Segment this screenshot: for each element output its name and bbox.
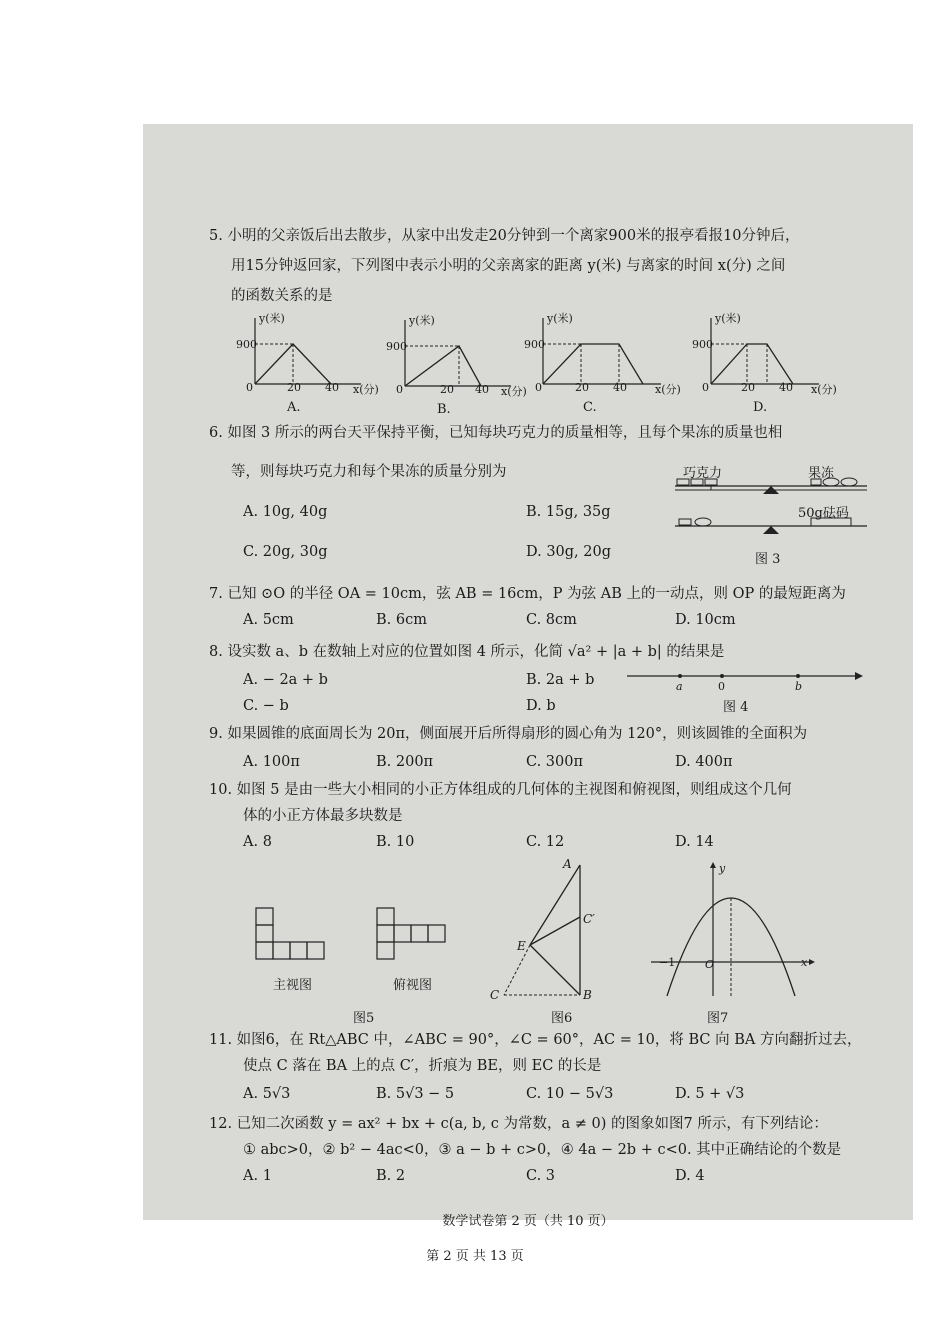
q6-option-d: D. 30g, 20g [526, 544, 612, 560]
q11-line1: 11. 如图6，在 Rt△ABC 中，∠ABC = 90°，∠C = 60°，AC = 10，将 BC 向 BA 方向翻折过去， [209, 1032, 862, 1048]
q5-line3: 的函数关系的是 [231, 288, 333, 304]
graph-b-origin: 0 [396, 383, 403, 396]
q12-option-b: B. 2 [376, 1168, 406, 1184]
q6-line1: 6. 如图 3 所示的两台天平保持平衡，已知每块巧克力的质量相等，且每个果冻的质量也相 [209, 425, 783, 441]
graph-d-20: 20 [741, 381, 755, 394]
graph-a-ylabel: y(米) [259, 312, 285, 325]
top-view-label: 俯视图 [393, 978, 433, 993]
q9-option-a: A. 100π [243, 754, 300, 770]
point-b-label: b [795, 680, 803, 693]
graph-a-option: A. [287, 400, 301, 415]
graph-c-xlabel: x(分) [655, 383, 681, 396]
graph-c-900: 900 [524, 338, 545, 351]
q9-option-c: C. 300π [526, 754, 584, 770]
q6-option-b: B. 15g, 35g [526, 504, 611, 520]
point-C-label: C [490, 988, 500, 1002]
point-Cprime-label: C′ [583, 912, 595, 926]
point-a-label: a [676, 680, 683, 693]
page-footer: 第 2 页 共 13 页 [426, 1249, 524, 1264]
q10-option-a: A. 8 [243, 834, 272, 850]
figure-3-caption: 图 3 [755, 552, 781, 567]
figure-5-caption: 图5 [353, 1011, 375, 1026]
q11-option-c: C. 10 − 5√3 [526, 1086, 614, 1102]
q12-option-a: A. 1 [243, 1168, 272, 1184]
graph-d-option: D. [753, 400, 768, 415]
graph-b-option: B. [437, 402, 451, 417]
point-A-label: A [563, 857, 572, 871]
q10-line2: 体的小正方体最多块数是 [243, 808, 403, 824]
q11-option-d: D. 5 + √3 [675, 1086, 745, 1102]
scan-footer: 数学试卷第 2 页（共 10 页） [442, 1214, 614, 1229]
origin-O-label: O [705, 958, 715, 971]
q7-option-d: D. 10cm [675, 612, 736, 628]
jelly-label: 果冻 [808, 466, 835, 481]
point-0-label: 0 [718, 680, 725, 693]
graph-a-40: 40 [325, 381, 339, 394]
q11-line2: 使点 C 落在 BA 上的点 C′，折痕为 BE，则 EC 的长是 [243, 1058, 602, 1074]
q11-option-b: B. 5√3 − 5 [376, 1086, 455, 1102]
graph-d-ylabel: y(米) [715, 312, 741, 325]
scanned-page [143, 124, 913, 1229]
figure-7-caption: 图7 [707, 1011, 729, 1026]
q8-option-d: D. b [526, 698, 556, 714]
minus-one-label: −1 [659, 956, 676, 969]
graph-c-origin: 0 [535, 381, 542, 394]
graph-c-ylabel: y(米) [547, 312, 573, 325]
figure-6-caption: 图6 [551, 1011, 573, 1026]
y-axis-label: y [719, 862, 726, 875]
weight-label: 50g砝码 [798, 506, 849, 521]
q6-option-c: C. 20g, 30g [243, 544, 328, 560]
point-E-label: E [517, 939, 526, 953]
q8-option-b: B. 2a + b [526, 672, 595, 688]
graph-c-20: 20 [575, 381, 589, 394]
chocolate-label: 巧克力 [683, 466, 723, 481]
graph-d-origin: 0 [702, 381, 709, 394]
q7-option-c: C. 8cm [526, 612, 577, 628]
q8-option-c: C. − b [243, 698, 289, 714]
q9-line: 9. 如果圆锥的底面周长为 20π，侧面展开后所得扇形的圆心角为 120°，则该圆锥的全面积为 [209, 726, 808, 742]
point-B-label: B [583, 988, 592, 1002]
q9-option-d: D. 400π [675, 754, 733, 770]
q12-line1: 12. 已知二次函数 y = ax² + bx + c(a, b, c 为常数，a ≠ 0) 的图象如图7 所示，有下列结论： [209, 1116, 828, 1132]
graph-d-40: 40 [779, 381, 793, 394]
q6-line2: 等，则每块巧克力和每个果冻的质量分别为 [231, 464, 507, 480]
q7-line: 7. 已知 ⊙O 的半径 OA = 10cm，弦 AB = 16cm，P 为弦 AB 上的一动点，则 OP 的最短距离为 [209, 586, 846, 602]
q8-option-a: A. − 2a + b [243, 672, 328, 688]
front-view-label: 主视图 [273, 978, 313, 993]
graph-b-ylabel: y(米) [409, 314, 435, 327]
x-axis-label: x [801, 956, 808, 969]
graph-d-xlabel: x(分) [811, 383, 837, 396]
q5-line2: 用15分钟返回家，下列图中表示小明的父亲离家的距离 y(米) 与离家的时间 x(分) 之间 [231, 258, 786, 274]
q12-option-c: C. 3 [526, 1168, 556, 1184]
q5-line1: 5. 小明的父亲饭后出去散步，从家中出发走20分钟到一个离家900米的报亭看报10分钟后， [209, 228, 800, 244]
graph-c-option: C. [583, 400, 597, 415]
graph-b-40: 40 [475, 383, 489, 396]
q10-option-c: C. 12 [526, 834, 565, 850]
graph-d-900: 900 [692, 338, 713, 351]
graph-b-20: 20 [440, 383, 454, 396]
graph-c-40: 40 [613, 381, 627, 394]
q6-option-a: A. 10g, 40g [243, 504, 328, 520]
graph-b-xlabel: x(分) [501, 385, 527, 398]
q10-line1: 10. 如图 5 是由一些大小相同的小正方体组成的几何体的主视图和俯视图，则组成这个几何 [209, 782, 792, 798]
q10-option-b: B. 10 [376, 834, 415, 850]
graph-a-origin: 0 [246, 381, 253, 394]
q9-option-b: B. 200π [376, 754, 434, 770]
q8-line: 8. 设实数 a、b 在数轴上对应的位置如图 4 所示，化简 √a² + |a + b| 的结果是 [209, 644, 725, 660]
graph-a-900: 900 [236, 338, 257, 351]
graph-b-900: 900 [386, 340, 407, 353]
q11-option-a: A. 5√3 [243, 1086, 291, 1102]
q12-line2: ① abc>0，② b² − 4ac<0，③ a − b + c>0，④ 4a − 2b + c<0. 其中正确结论的个数是 [243, 1142, 842, 1158]
graph-a-xlabel: x(分) [353, 383, 379, 396]
q7-option-a: A. 5cm [243, 612, 294, 628]
q10-option-d: D. 14 [675, 834, 714, 850]
q7-option-b: B. 6cm [376, 612, 427, 628]
graph-a-20: 20 [287, 381, 301, 394]
q12-option-d: D. 4 [675, 1168, 705, 1184]
figure-4-caption: 图 4 [723, 700, 749, 715]
